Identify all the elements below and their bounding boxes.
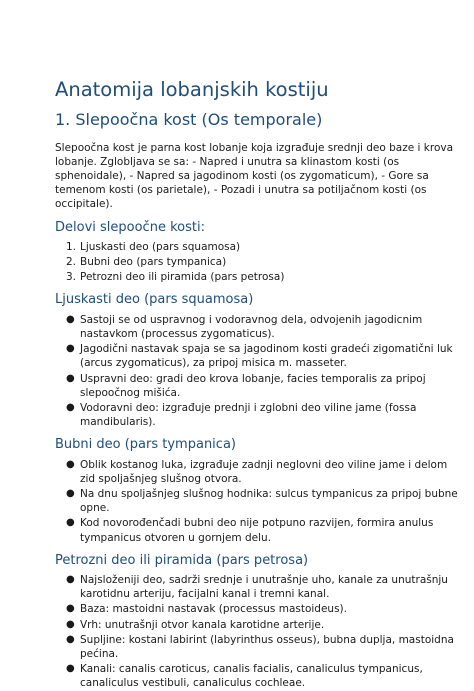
intro-line: temenom kosti (os parietale), - Pozadi i unutra sa potiljačnom kosti (os xyxy=(55,184,427,197)
list-item-text: Kod novorođenčadi bubni deo nije potpuno razvijen, formira anulus xyxy=(80,517,434,530)
list-item-text: slepoočnog mišića. xyxy=(80,386,181,399)
list-item-text: Jagodični nastavak spaja se sa jagodinom kosti gradeći zigomatični luk xyxy=(80,343,453,356)
list-item-text: tympanicus otvoren u gornjem delu. xyxy=(80,531,272,544)
bullet-icon: ● xyxy=(66,343,75,355)
intro-paragraph xyxy=(55,141,454,212)
parts-heading: Delovi slepoočne kosti: xyxy=(55,219,205,235)
list-item-text: zid spoljašnjeg slušnog otvora. xyxy=(80,472,242,485)
list-item xyxy=(55,487,458,515)
list-number: 3. xyxy=(66,271,77,284)
list-item-text: Najsloženiji deo, sadrži srednje i unutrašnje uho, kanale za unutrašnju xyxy=(80,574,448,587)
bullet-icon: ● xyxy=(66,487,75,499)
list-item-text: canaliculus vestibuli, canaliculus cochleae. xyxy=(80,677,306,690)
list-item-text: Baza: mastoidni nastavak (processus mastoideus). xyxy=(80,603,347,616)
intro-line: lobanje. Zglobljava se sa: - Napred i unutra sa klinastom kosti (os xyxy=(55,155,400,168)
bullet-icon: ● xyxy=(66,603,75,615)
list-item-text: (arcus zygomaticus), za pripoj misica m. masseter. xyxy=(80,357,347,370)
tympanica-heading: Bubni deo (pars tympanica) xyxy=(55,437,236,453)
list-item-text: Vodoravni deo: izgrađuje prednji i zglobni deo viline jame (fossa xyxy=(80,401,417,414)
list-item-text: Bubni deo (pars tympanica) xyxy=(80,256,227,269)
list-item-text: karotidnu arteriju, facijalni kanal i tremni kanal. xyxy=(80,588,330,601)
bullet-icon: ● xyxy=(66,618,75,630)
bullet-icon: ● xyxy=(66,401,75,413)
list-item xyxy=(55,313,426,341)
list-item xyxy=(55,516,434,544)
list-item-text: mandibularis). xyxy=(80,416,156,429)
tympanica-list xyxy=(55,458,458,545)
list-item-text: Sastoji se od uspravnog i vodoravnog dela, odvojenih jagodicnim xyxy=(80,313,423,326)
squamosa-list xyxy=(55,313,453,430)
bullet-icon: ● xyxy=(66,517,75,529)
list-item xyxy=(55,618,426,632)
document-title: Anatomija lobanjskih kostiju xyxy=(55,78,329,101)
list-number: 2. xyxy=(66,256,77,269)
list-item xyxy=(55,662,426,690)
list-item xyxy=(55,255,426,269)
squamosa-heading: Ljuskasti deo (pars squamosa) xyxy=(55,292,254,308)
bullet-icon: ● xyxy=(66,574,75,586)
list-item-text: opne. xyxy=(80,502,110,515)
list-item xyxy=(55,342,453,370)
list-item-text: Uspravni deo: gradi deo krova lobanje, facies temporalis za pripoj xyxy=(80,372,426,385)
list-item xyxy=(55,270,426,284)
list-item-text: Na dnu spoljašnjeg slušnog hodnika: sulcus tympanicus za pripoj bubne xyxy=(80,487,458,500)
section-heading: 1. Slepoočna kost (Os temporale) xyxy=(55,110,323,130)
list-item-text: Vrh: unutrašnji otvor kanala karotidne arterije. xyxy=(80,618,325,631)
intro-line: Slepoočna kost je parna kost lobanje koja izgrađuje srednji deo baze i krova xyxy=(55,141,454,154)
list-item-text: Oblik kostanog luka, izgrađuje zadnji neglovni deo viline jame i delom xyxy=(80,458,448,471)
list-item-text: pećina. xyxy=(80,648,119,661)
bullet-icon: ● xyxy=(66,663,75,675)
list-item xyxy=(55,240,426,254)
bullet-icon: ● xyxy=(66,313,75,325)
bullet-icon: ● xyxy=(66,633,75,645)
list-item xyxy=(55,372,426,400)
list-item xyxy=(55,458,448,486)
list-item-text: nastavkom (processus zygomaticus). xyxy=(80,327,275,340)
list-item-text: Petrozni deo ili piramida (pars petrosa) xyxy=(80,271,285,284)
bullet-icon: ● xyxy=(66,372,75,384)
list-number: 1. xyxy=(66,240,77,253)
list-item-text: Ljuskasti deo (pars squamosa) xyxy=(80,240,241,253)
list-item xyxy=(55,633,454,661)
petrosa-heading: Petrozni deo ili piramida (pars petrosa) xyxy=(55,552,309,568)
list-item xyxy=(55,602,426,616)
intro-line: occipitale). xyxy=(55,198,113,211)
list-item xyxy=(55,401,426,429)
list-item xyxy=(55,573,448,601)
bullet-icon: ● xyxy=(66,458,75,470)
list-item-text: Kanali: canalis caroticus, canalis facialis, canaliculus tympanicus, xyxy=(80,663,423,676)
parts-list xyxy=(55,240,426,285)
intro-line: sphenoidale), - Napred sa jagodinom kosti (os zygomaticum), - Gore sa xyxy=(55,169,429,182)
list-item-text: Supljine: kostani labirint (labyrinthus osseus), bubna duplja, mastoidna xyxy=(80,633,454,646)
